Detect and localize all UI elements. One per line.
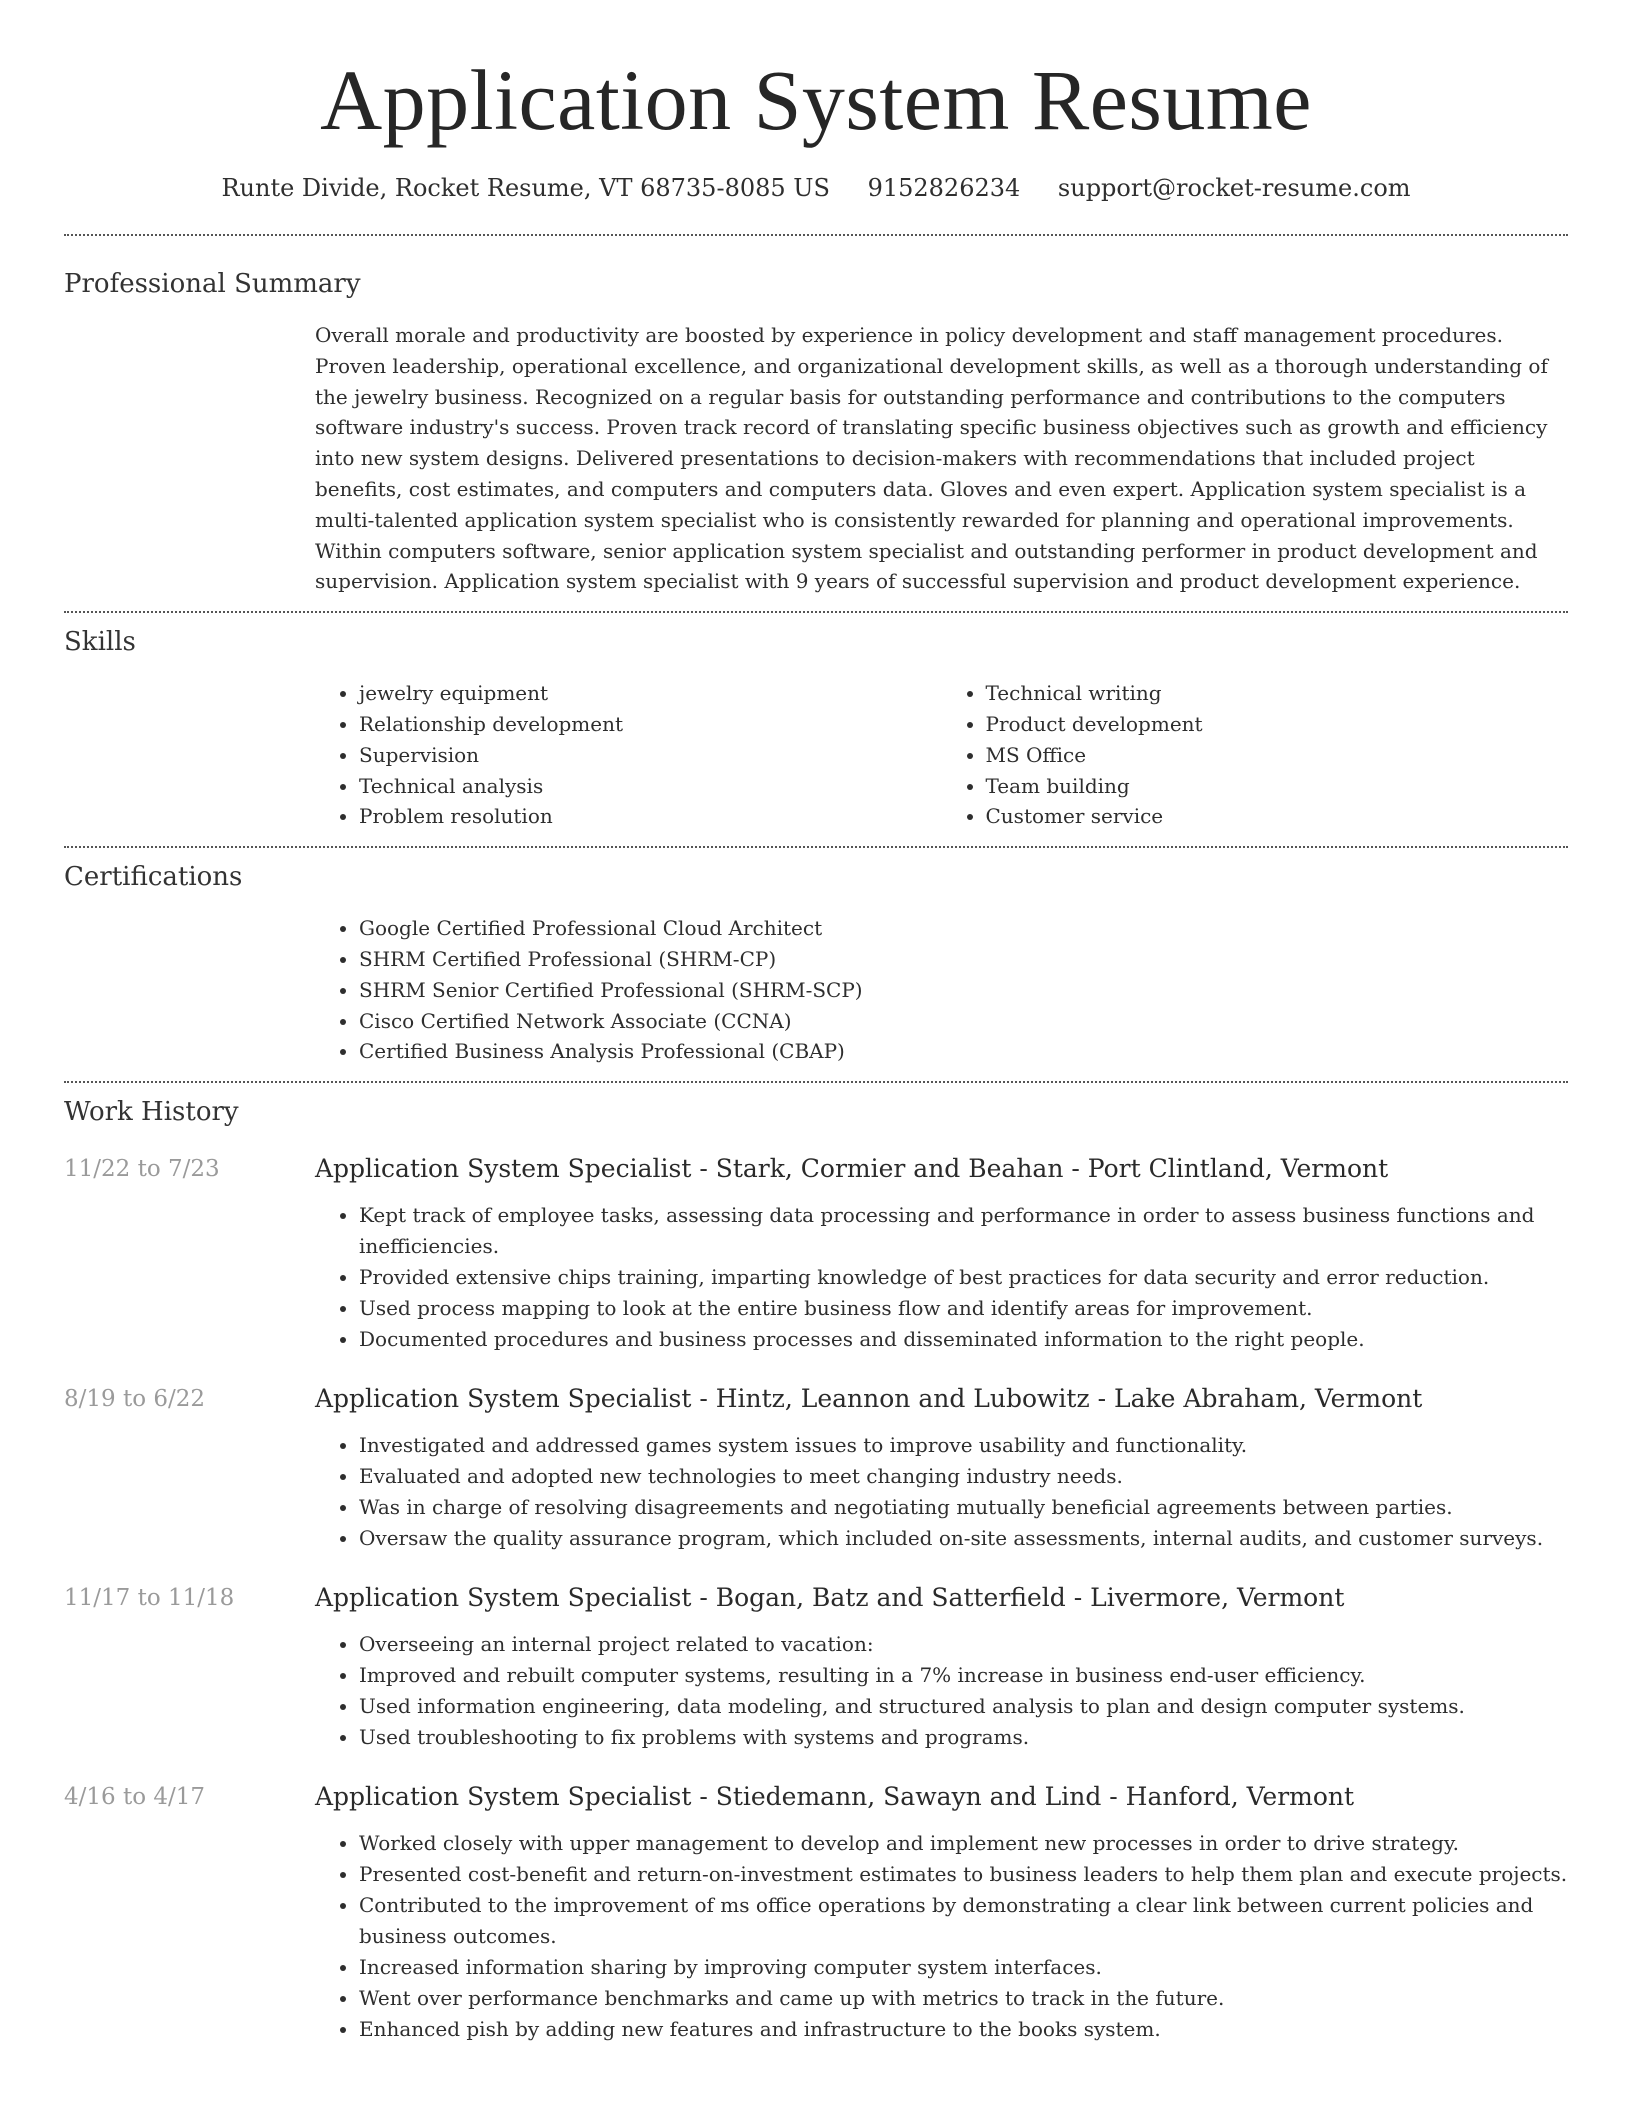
work-history-heading: Work History xyxy=(64,1097,239,1128)
skills-section xyxy=(0,613,1632,846)
job-bullet: • Increased information sharing by improving computer system interfaces. xyxy=(359,1952,1568,1983)
resume-header xyxy=(0,0,1632,204)
job-dates: 11/17 to 11/18 xyxy=(64,1585,235,1612)
skills-list-left xyxy=(315,678,942,832)
job-entry xyxy=(64,1781,1568,2045)
skills-heading: Skills xyxy=(64,627,136,658)
skill-item: • Technical writing xyxy=(986,678,1569,709)
certification-item: • Certified Business Analysis Professional (CBAP) xyxy=(359,1036,1568,1067)
job-bullet: • Kept track of employee tasks, assessing data processing and performance in order to assess business functions and inefficiencies. xyxy=(359,1200,1568,1262)
certification-item: • Google Certified Professional Cloud Architect xyxy=(359,913,1568,944)
summary-body xyxy=(315,320,1568,597)
job-bullet: • Was in charge of resolving disagreements and negotiating mutually beneficial agreements between parties. xyxy=(359,1492,1568,1523)
job-dates: 8/19 to 6/22 xyxy=(64,1386,206,1413)
skill-item: • Customer service xyxy=(986,801,1569,832)
work-history-section xyxy=(0,1083,1632,2045)
contact-line xyxy=(0,172,1632,204)
job-entry xyxy=(64,1153,1568,1355)
contact-email: support@rocket-resume.com xyxy=(1057,174,1411,202)
skill-item: • Product development xyxy=(986,709,1569,740)
summary-heading: Professional Summary xyxy=(64,269,361,299)
skill-item: • Relationship development xyxy=(359,709,942,740)
job-title: Application System Specialist - Bogan, Batz and Satterfield - Livermore, Vermont xyxy=(315,1583,1345,1613)
job-bullets xyxy=(315,1629,1568,1753)
job-bullet: • Went over performance benchmarks and came up with metrics to track in the future. xyxy=(359,1983,1568,2014)
job-title: Application System Specialist - Hintz, Leannon and Lubowitz - Lake Abraham, Vermont xyxy=(315,1384,1423,1414)
job-bullet: • Evaluated and adopted new technologies to meet changing industry needs. xyxy=(359,1461,1568,1492)
job-entry xyxy=(64,1582,1568,1753)
job-title: Application System Specialist - Stark, Cormier and Beahan - Port Clintland, Vermont xyxy=(315,1154,1389,1184)
job-dates: 4/16 to 4/17 xyxy=(64,1784,206,1811)
job-bullets xyxy=(315,1828,1568,2045)
skill-item: • Problem resolution xyxy=(359,801,942,832)
job-bullets xyxy=(315,1430,1568,1554)
job-details xyxy=(315,1582,1568,1753)
skills-list-right xyxy=(942,678,1569,832)
job-bullet: • Documented procedures and business processes and disseminated information to the right people. xyxy=(359,1324,1568,1355)
skill-item: • Team building xyxy=(986,771,1569,802)
certifications-list xyxy=(315,913,1568,1067)
job-bullet: • Overseeing an internal project related to vacation: xyxy=(359,1629,1568,1660)
summary-section xyxy=(0,236,1632,611)
job-bullet: • Worked closely with upper management to develop and implement new processes in order to drive strategy. xyxy=(359,1828,1568,1859)
job-bullet: • Used process mapping to look at the entire business flow and identify areas for improvement. xyxy=(359,1293,1568,1324)
job-bullet: • Presented cost-benefit and return-on-investment estimates to business leaders to help them plan and execute projects. xyxy=(359,1859,1568,1890)
job-details xyxy=(315,1383,1568,1554)
job-bullet: • Provided extensive chips training, imparting knowledge of best practices for data security and error reduction. xyxy=(359,1262,1568,1293)
job-title: Application System Specialist - Stiedemann, Sawayn and Lind - Hanford, Vermont xyxy=(315,1782,1355,1812)
job-entry xyxy=(64,1383,1568,1554)
skills-grid xyxy=(315,678,1568,832)
job-bullet: • Investigated and addressed games system issues to improve usability and functionality. xyxy=(359,1430,1568,1461)
skill-item: • Technical analysis xyxy=(359,771,942,802)
job-bullet: • Used information engineering, data modeling, and structured analysis to plan and design computer systems. xyxy=(359,1691,1568,1722)
resume-title: Application System Resume xyxy=(320,52,1312,148)
job-bullet: • Used troubleshooting to fix problems with systems and programs. xyxy=(359,1722,1568,1753)
certifications-body xyxy=(315,913,1568,1067)
summary-text: Overall morale and productivity are boosted by experience in policy development and staff management procedures. Proven leadership, operational excellence, and organizational development skills, as well as a thorough understanding of the jewelry business. Recognized on a regular basis for outstanding performance and contributions to the computers software industry's success. Proven track record of translating specific business objectives such as growth and efficiency into new system designs. Delivered presentations to decision-makers with recommendations that included project benefits, cost estimates, and computers and computers data. Gloves and even expert. Application system specialist is a multi-talented application system specialist who is consistently rewarded for planning and operational improvements. Within computers software, senior application system specialist and outstanding performer in product development and supervision. Application system specialist with 9 years of successful supervision and product development experience. xyxy=(315,323,1548,594)
certification-item: • SHRM Senior Certified Professional (SHRM-SCP) xyxy=(359,975,1568,1006)
job-details xyxy=(315,1153,1568,1355)
contact-address: Runte Divide, Rocket Resume, VT 68735-8085 US xyxy=(221,174,830,202)
job-details xyxy=(315,1781,1568,2045)
skill-item: • jewelry equipment xyxy=(359,678,942,709)
contact-phone: 9152826234 xyxy=(867,174,1021,202)
job-bullet: • Contributed to the improvement of ms office operations by demonstrating a clear link between current policies and business outcomes. xyxy=(359,1890,1568,1952)
certifications-heading: Certifications xyxy=(64,862,243,893)
job-bullets xyxy=(315,1200,1568,1355)
job-bullet: • Oversaw the quality assurance program, which included on-site assessments, internal audits, and customer surveys. xyxy=(359,1523,1568,1554)
job-dates: 11/22 to 7/23 xyxy=(64,1156,220,1183)
certification-item: • Cisco Certified Network Associate (CCNA) xyxy=(359,1006,1568,1037)
skill-item: • Supervision xyxy=(359,740,942,771)
certifications-section xyxy=(0,848,1632,1081)
job-bullet: • Enhanced pish by adding new features and infrastructure to the books system. xyxy=(359,2014,1568,2045)
certification-item: • SHRM Certified Professional (SHRM-CP) xyxy=(359,944,1568,975)
job-bullet: • Improved and rebuilt computer systems, resulting in a 7% increase in business end-user efficiency. xyxy=(359,1660,1568,1691)
skill-item: • MS Office xyxy=(986,740,1569,771)
